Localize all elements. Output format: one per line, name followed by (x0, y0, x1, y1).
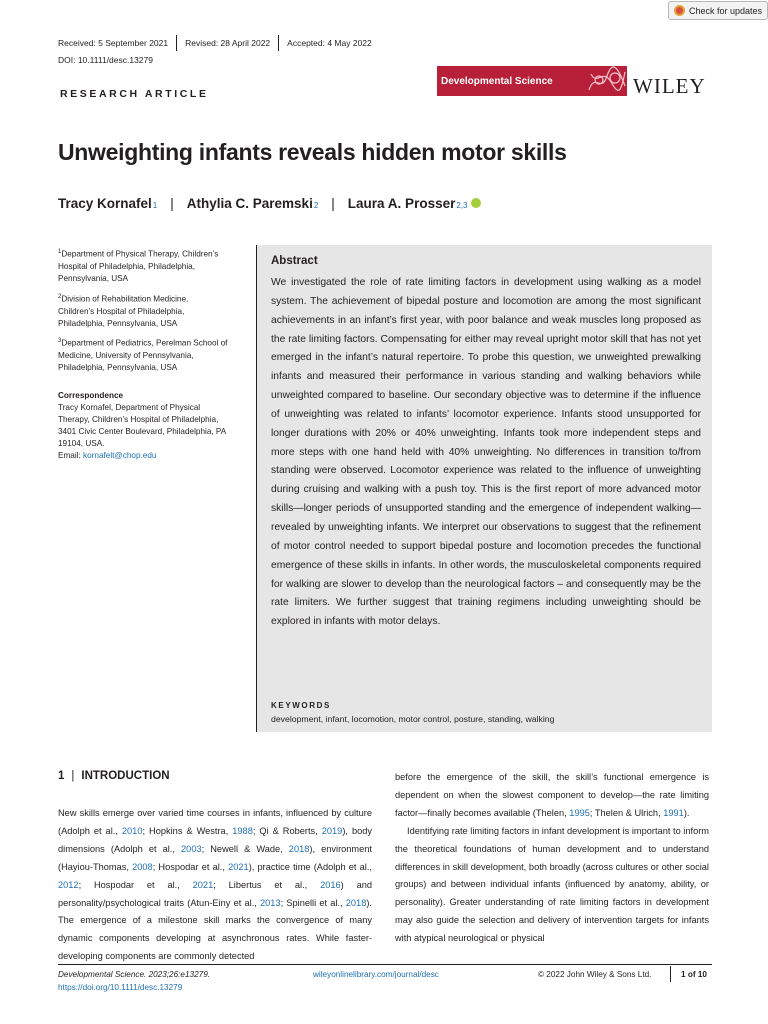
citation-link[interactable]: 2016 (320, 879, 341, 890)
divider: | (170, 196, 174, 211)
citation-link[interactable]: 2018 (288, 843, 310, 854)
author-affiliation-ref[interactable]: 1 (152, 201, 158, 210)
author-affiliation-ref[interactable]: 2,3 (456, 201, 468, 210)
paragraph-text: before the emergence of the skill, the skill’s functional emergence is dependent on when the slowest component to develop—the rate limiting factor—finally becomes available (Thelen, (395, 772, 709, 818)
citation-link[interactable]: 2019 (321, 825, 343, 836)
correspondence (58, 390, 243, 462)
journal-banner (437, 66, 627, 96)
footer-copyright: © 2022 John Wiley & Sons Ltd. (538, 970, 652, 979)
affiliation (58, 246, 243, 285)
paragraph-text: ; Newell & Wade, (201, 843, 289, 854)
section-heading (58, 770, 170, 782)
abstract-heading: Abstract (271, 255, 318, 267)
citation-link[interactable]: 1988 (232, 825, 253, 836)
paragraph-text: ; Spinelli et al., (280, 897, 346, 908)
article-type: RESEARCH ARTICLE (60, 88, 209, 100)
footer-site-link[interactable]: wileyonlinelibrary.com/journal/desc (313, 970, 439, 979)
footer-doi-link[interactable]: https://doi.org/10.1111/desc.13279 (58, 983, 183, 992)
crossmark-icon (674, 5, 685, 16)
citation-link[interactable]: 2003 (181, 843, 202, 854)
check-for-updates-button[interactable] (668, 1, 768, 20)
intro-paragraph (58, 805, 372, 966)
correspondence-line: 19104, USA. (58, 439, 105, 448)
intro-paragraph: Identifying rate limiting factors in infant development is important to inform the theoretical foundations of human development and to understand differences in skill development, both broadly (across cultures or other social groups) and between individual infants (influenced by anatomy, ability, or personality). Greater understanding of rate limiting factors in development may also guide the selection and delivery of intervention targets for infants with atypical neurological or physical (395, 825, 709, 944)
paragraph-text: ). (683, 807, 690, 818)
affiliation-line: Children’s Hospital of Philadelphia, (58, 306, 185, 316)
paragraph-text: ; Hospodar et al., (78, 879, 193, 890)
footer-rule (58, 964, 712, 965)
journal-decoration-icon (587, 66, 627, 96)
citation-link[interactable]: 1995 (569, 807, 590, 818)
paragraph-text: ). The emergence of a milestone skill marks the convergence of many dynamic components developing at asynchronous rates. While faster-developing components are commonly detected (58, 897, 372, 962)
affiliation-line: Department of Pediatrics, Perelman School of (61, 338, 228, 348)
author-name: Tracy Kornafel (58, 196, 152, 211)
intro-right-column (395, 769, 709, 948)
citation-link[interactable]: 2021 (228, 861, 249, 872)
affiliation-line: Hospital of Philadelphia, Philadelphia, (58, 261, 196, 271)
affiliation (58, 335, 243, 374)
citation-link[interactable]: 2021 (192, 879, 214, 890)
intro-paragraph (395, 769, 709, 823)
paragraph-text: ; Qi & Roberts, (252, 825, 322, 836)
affiliation-number: 3 (58, 338, 62, 344)
citation-link[interactable]: 1991 (663, 807, 684, 818)
citation-link[interactable]: 2012 (58, 879, 79, 890)
citation-link[interactable]: 2008 (132, 861, 153, 872)
email-label: Email: (58, 451, 84, 460)
paragraph-text: ), body dimensions (Adolph et al., (58, 825, 373, 854)
keywords-text: development, infant, locomotion, motor control, posture, standing, walking (271, 714, 555, 724)
correspondence-line: 3401 Civic Center Boulevard, Philadelphia, PA (58, 427, 227, 436)
divider: | (331, 196, 335, 211)
orcid-icon[interactable] (471, 198, 481, 208)
affiliation-line: Philadelphia, Pennsylvania, USA (58, 362, 178, 372)
revised-date: Revised: 28 April 2022 (185, 38, 271, 48)
publisher-logo: WILEY (633, 74, 706, 98)
check-updates-label: Check for updates (689, 5, 763, 16)
author-name: Laura A. Prosser (347, 196, 456, 211)
divider (278, 35, 279, 51)
email-link[interactable]: kornafelt@chop.edu (83, 451, 157, 460)
doi: DOI: 10.1111/desc.13279 (58, 55, 153, 65)
article-title: Unweighting infants reveals hidden motor skills (58, 139, 567, 165)
divider (176, 35, 177, 51)
paragraph-text: ), environment (Hayiou-Thomas, (58, 843, 373, 872)
citation-link[interactable]: 2010 (121, 825, 143, 836)
paragraph-text: ; Hopkins & Westra, (142, 825, 233, 836)
author-affiliation-ref[interactable]: 2 (313, 201, 319, 210)
affiliation-line: Medicine, University of Pennsylvania, (58, 350, 194, 360)
citation-link[interactable]: 2013 (260, 897, 281, 908)
paragraph-text: New skills emerge over varied time courses in infants, influenced by culture (Adolph et al., (58, 808, 372, 836)
paragraph-text: ; Thelen & Ulrich, (589, 807, 664, 818)
divider: | (71, 770, 75, 782)
paragraph-text: ; Hospodar et al., (152, 861, 229, 872)
affiliation (58, 291, 243, 330)
citation-link[interactable]: 2018 (345, 897, 367, 908)
section-number: 1 (58, 770, 65, 782)
section-title: INTRODUCTION (81, 770, 170, 782)
affiliation-number: 2 (58, 294, 62, 300)
received-date: Received: 5 September 2021 (58, 38, 169, 48)
author-list (58, 196, 481, 211)
affiliation-number: 1 (58, 249, 62, 255)
correspondence-line: Therapy, Children’s Hospital of Philadelphia, (58, 415, 219, 424)
affiliation-line: Philadelphia, Pennsylvania, USA (58, 318, 178, 328)
keywords-heading: KEYWORDS (271, 701, 331, 710)
author-name: Athylia C. Paremski (186, 196, 313, 211)
paragraph-text: ) and personality/psychological traits (Atun-Einy et al., (58, 879, 373, 908)
affiliation-line: Pennsylvania, USA (58, 273, 129, 283)
affiliation-line: Division of Rehabilitation Medicine, (61, 294, 189, 304)
journal-name: Developmental Science (441, 75, 553, 87)
paragraph-text: ), practice time (Adolph et al., (248, 861, 372, 872)
accepted-date: Accepted: 4 May 2022 (287, 38, 372, 48)
correspondence-line: Tracy Kornafel, Department of Physical (58, 403, 201, 412)
correspondence-heading: Correspondence (58, 391, 124, 400)
affiliation-line: Department of Physical Therapy, Children’s (61, 249, 219, 259)
paragraph-text: ; Libertus et al., (213, 879, 321, 890)
page-number: 1 of 10 (670, 966, 707, 982)
article-dates (58, 35, 372, 51)
footer-citation: Developmental Science. 2023;26:e13279. (58, 970, 211, 979)
abstract-text: We investigated the role of rate limiting factors in development using walking as a model system. The achievement of bipedal posture and locomotion are among the most significant achievements in an infant’s first year, with poor balance and weak muscles long proposed as the rate limiting factors. Compensating for either may reveal upright motor skill that has not yet emerged in the infant’s natural repertoire. To probe this question, we unweighted prewalking infants and measured their performance in various standing and walking behaviors while unweighted compared to baseline. Our secondary objective was to determine if the influence of unweighting was related to infants’ locomotor experience. Infants stood unsupported for longer durations with 20% or 40% unweighting. Infants took more independent steps and more steps with one hand held with 40% unweighting. No differences in transition to/from standing were observed. Locomotor experience was related to the influence of unweighting during cruising and walking with a push toy. This is the first report of more advanced motor skills—longer periods of unsupported standing and the emergence of independent walking—revealed by unweighting infants. We interpret our observations to suggest that the refinement of motor control needed to support bipedal posture and locomotion precedes the functional emergence of these skills in infants. In other words, the musculoskeletal components required for walking are slower to develop than the neurological factors – and consequently may be the rate limiters. We further suggest that training regimens including unweighting should be explored in infants with motor delays. (271, 277, 701, 628)
